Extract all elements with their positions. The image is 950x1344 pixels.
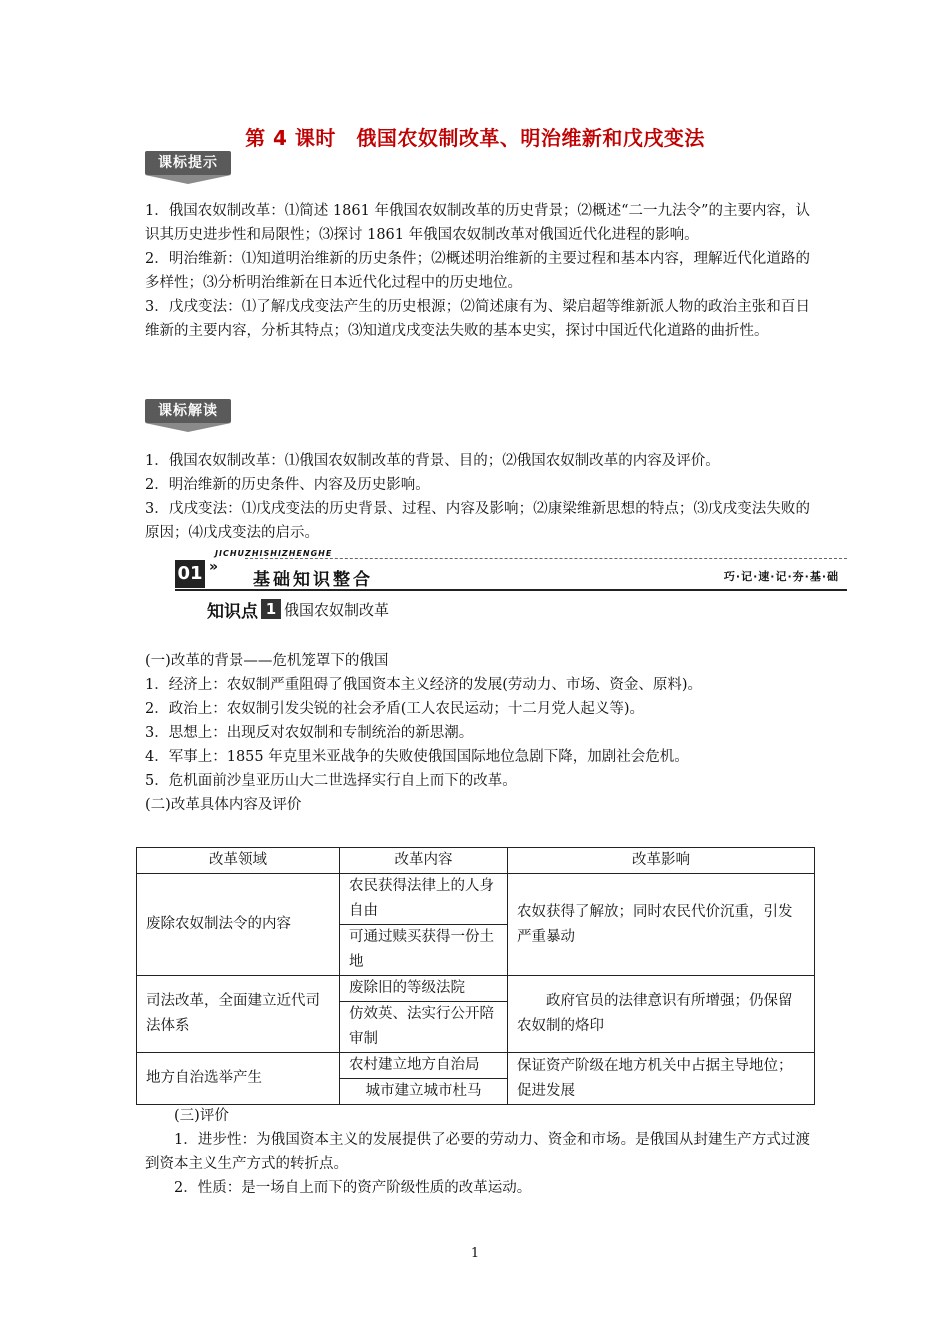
list-item: 1．进步性：为俄国资本主义的发展提供了必要的劳动力、资金和市场。是俄国从封建生产方式过渡到资本主义生产方式的转折点。 [145, 1132, 810, 1172]
table-cell-content: 可通过赎买获得一份土地 [340, 925, 508, 976]
section-heading: (三)评价 [174, 1108, 229, 1124]
table-header: 改革领域 [137, 848, 340, 874]
section-heading: (二)改革具体内容及评价 [145, 797, 302, 813]
standard-tips-block [145, 199, 810, 343]
standard-reading-item: 3．戊戌变法：⑴戊戌变法的历史背景、过程、内容及影响；⑵康梁维新思想的特点；⑶戊戌变法失败的原因；⑷戊戌变法的启示。 [145, 501, 810, 541]
standard-reading-tag: 课标解读 [145, 399, 231, 423]
table-header: 改革影响 [508, 848, 815, 874]
table-cell-content: 农民获得法律上的人身自由 [340, 874, 508, 925]
table-cell-area: 地方自治选举产生 [137, 1053, 340, 1105]
table-cell-content: 废除旧的等级法院 [340, 976, 508, 1002]
banner-rule [175, 589, 847, 591]
knowledge-point [207, 596, 389, 622]
table-cell-content: 城市建立城市杜马 [340, 1079, 508, 1105]
background-section [145, 649, 810, 817]
section-banner [175, 549, 847, 590]
table-cell-area: 废除农奴制法令的内容 [137, 874, 340, 976]
standard-reading-block [145, 449, 810, 545]
table-header: 改革内容 [340, 848, 508, 874]
knowledge-point-label: 知识点 [207, 601, 258, 622]
table-row [137, 1053, 815, 1079]
table-cell-area: 司法改革，全面建立近代司法体系 [137, 976, 340, 1053]
list-item: 3．思想上：出现反对农奴制和专制统治的新思潮。 [145, 725, 474, 741]
section-heading: (一)改革的背景——危机笼罩下的俄国 [145, 653, 389, 669]
banner-heading: 基础知识整合 [253, 570, 373, 590]
table-cell-content: 农村建立地方自治局 [340, 1053, 508, 1079]
list-item: 1．经济上：农奴制严重阻碍了俄国资本主义经济的发展(劳动力、市场、资金、原料)。 [145, 677, 703, 693]
page-title: 第 4 课时 俄国农奴制改革、明治维新和戊戌变法 [245, 126, 705, 150]
list-item: 2．政治上：农奴制引发尖锐的社会矛盾(工人农民运动；十二月党人起义等)。 [145, 701, 645, 717]
knowledge-point-number: 1 [261, 599, 281, 619]
banner-motto: 巧·记·速·记·夯·基·础 [723, 570, 839, 583]
reform-table [136, 847, 815, 1105]
table-row [137, 874, 815, 925]
banner-dashed-rule [245, 558, 847, 559]
table-cell-content: 仿效英、法实行公开陪审制 [340, 1002, 508, 1053]
standard-tips-tag: 课标提示 [145, 151, 231, 175]
table-cell-impact: 保证资产阶级在地方机关中占据主导地位；促进发展 [508, 1053, 815, 1105]
table-row [137, 976, 815, 1002]
standard-tips-item: 1．俄国农奴制改革：⑴简述 1861 年俄国农奴制改革的历史背景；⑵概述“二一九法令”的主要内容，认识其历史进步性和局限性；⑶探讨 1861 年俄国农奴制改革对俄国近代化进程的影响。 [145, 203, 810, 243]
knowledge-point-title: 俄国农奴制改革 [284, 600, 390, 619]
banner-number: 01 [175, 560, 205, 588]
standard-tips-item: 3．戊戌变法：⑴了解戊戌变法产生的历史根源；⑵简述康有为、梁启超等维新派人物的政治主张和百日维新的主要内容，分析其特点；⑶知道戊戌变法失败的基本史实，探讨中国近代化道路的曲折性。 [145, 299, 810, 339]
chevron-icon: » [209, 559, 219, 575]
standard-tips-item: 2．明治维新：⑴知道明治维新的历史条件；⑵概述明治维新的主要过程和基本内容，理解近代化道路的多样性；⑶分析明治维新在日本近代化过程中的历史地位。 [145, 251, 810, 291]
standard-reading-item: 2．明治维新的历史条件、内容及历史影响。 [145, 477, 430, 493]
standard-reading-item: 1．俄国农奴制改革：⑴俄国农奴制改革的背景、目的；⑵俄国农奴制改革的内容及评价。 [145, 453, 720, 469]
table-header-row [137, 848, 815, 874]
table-cell-impact: 农奴获得了解放；同时农民代价沉重，引发严重暴动 [508, 874, 815, 976]
list-item: 5．危机面前沙皇亚历山大二世选择实行自上而下的改革。 [145, 773, 517, 789]
list-item: 2．性质：是一场自上而下的资产阶级性质的改革运动。 [174, 1180, 532, 1196]
evaluation-section [145, 1104, 810, 1200]
banner-pinyin: JICHUZHISHIZHENGHE [215, 549, 333, 558]
page-number: 1 [470, 1246, 480, 1261]
table-cell-impact: 政府官员的法律意识有所增强；仍保留农奴制的烙印 [508, 976, 815, 1053]
list-item: 4．军事上：1855 年克里米亚战争的失败使俄国国际地位急剧下降，加剧社会危机。 [145, 749, 689, 765]
